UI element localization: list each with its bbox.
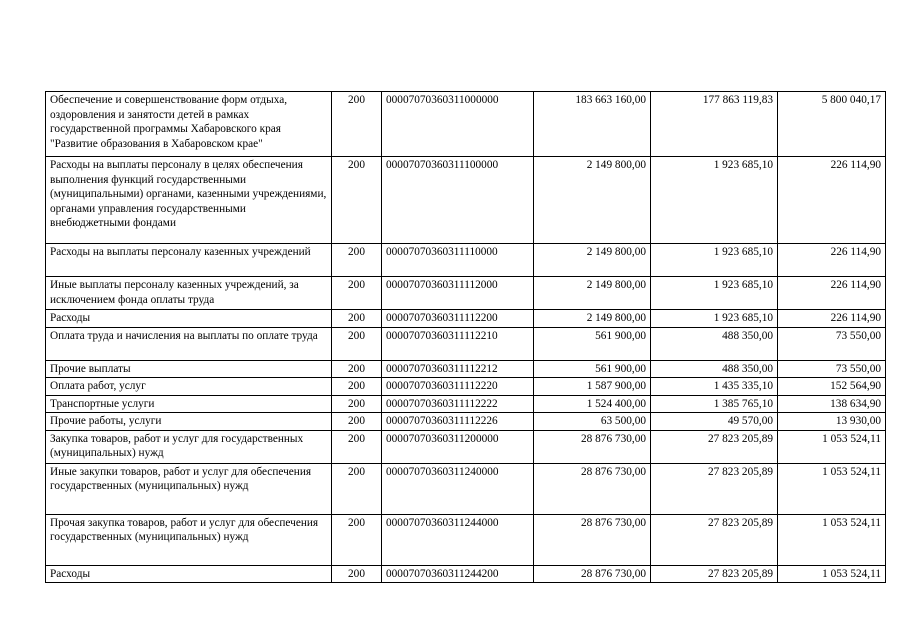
row-name-cell: Оплата работ, услуг: [46, 378, 332, 396]
budget-report-sheet: [45, 91, 886, 583]
table-row: [46, 378, 886, 396]
row-unexecuted-cell: 226 114,90: [778, 244, 886, 277]
row-name-cell: Прочие работы, услуги: [46, 413, 332, 431]
row-unexecuted-cell: 226 114,90: [778, 157, 886, 244]
row-name-cell: Оплата труда и начисления на выплаты по оплате труда: [46, 327, 332, 360]
row-unexecuted-cell: 152 564,90: [778, 378, 886, 396]
row-kbk-cell: 00007070360311112212: [382, 360, 534, 378]
row-approved-cell: 561 900,00: [534, 327, 651, 360]
row-name-cell: Расходы на выплаты персоналу в целях обеспечения выполнения функций государственными (муниципальными) органами, казенными учреждениями, органами управления государственными внебюджетными фондами: [46, 157, 332, 244]
row-unexecuted-cell: 138 634,90: [778, 395, 886, 413]
row-code-cell: 200: [332, 463, 382, 514]
row-code-cell: 200: [332, 378, 382, 396]
table-row: [46, 463, 886, 514]
row-unexecuted-cell: 73 550,00: [778, 327, 886, 360]
row-executed-cell: 1 923 685,10: [651, 310, 778, 328]
row-code-cell: 200: [332, 413, 382, 431]
table-row: [46, 395, 886, 413]
row-unexecuted-cell: 73 550,00: [778, 360, 886, 378]
table-row: [46, 360, 886, 378]
row-approved-cell: 2 149 800,00: [534, 157, 651, 244]
row-unexecuted-cell: 13 930,00: [778, 413, 886, 431]
row-code-cell: 200: [332, 157, 382, 244]
row-kbk-cell: 00007070360311112222: [382, 395, 534, 413]
budget-table: [45, 91, 886, 583]
row-approved-cell: 2 149 800,00: [534, 244, 651, 277]
row-name-cell: Закупка товаров, работ и услуг для государственных (муниципальных) нужд: [46, 430, 332, 463]
row-kbk-cell: 00007070360311244000: [382, 514, 534, 565]
table-row: [46, 310, 886, 328]
row-name-cell: Иные выплаты персоналу казенных учреждений, за исключением фонда оплаты труда: [46, 277, 332, 310]
row-name-cell: Прочая закупка товаров, работ и услуг для обеспечения государственных (муниципальных) нужд: [46, 514, 332, 565]
row-code-cell: 200: [332, 92, 382, 157]
row-executed-cell: 49 570,00: [651, 413, 778, 431]
table-row: [46, 157, 886, 244]
row-kbk-cell: 00007070360311112200: [382, 310, 534, 328]
row-executed-cell: 1 923 685,10: [651, 157, 778, 244]
row-name-cell: Иные закупки товаров, работ и услуг для обеспечения государственных (муниципальных) нужд: [46, 463, 332, 514]
row-executed-cell: 1 435 335,10: [651, 378, 778, 396]
row-approved-cell: 2 149 800,00: [534, 310, 651, 328]
row-code-cell: 200: [332, 565, 382, 583]
row-approved-cell: 28 876 730,00: [534, 565, 651, 583]
row-executed-cell: 1 923 685,10: [651, 244, 778, 277]
table-row: [46, 92, 886, 157]
table-row: [46, 327, 886, 360]
row-approved-cell: 2 149 800,00: [534, 277, 651, 310]
table-row: [46, 413, 886, 431]
row-kbk-cell: 00007070360311240000: [382, 463, 534, 514]
row-unexecuted-cell: 1 053 524,11: [778, 430, 886, 463]
row-approved-cell: 63 500,00: [534, 413, 651, 431]
row-executed-cell: 27 823 205,89: [651, 430, 778, 463]
row-code-cell: 200: [332, 244, 382, 277]
row-name-cell: Обеспечение и совершенствование форм отдыха, оздоровления и занятости детей в рамках государственной программы Хабаровского края "Развитие образования в Хабаровском крае": [46, 92, 332, 157]
row-code-cell: 200: [332, 430, 382, 463]
row-code-cell: 200: [332, 277, 382, 310]
row-kbk-cell: 00007070360311000000: [382, 92, 534, 157]
row-name-cell: Расходы на выплаты персоналу казенных учреждений: [46, 244, 332, 277]
row-kbk-cell: 00007070360311112210: [382, 327, 534, 360]
row-kbk-cell: 00007070360311110000: [382, 244, 534, 277]
row-kbk-cell: 00007070360311112000: [382, 277, 534, 310]
row-executed-cell: 1 385 765,10: [651, 395, 778, 413]
row-unexecuted-cell: 226 114,90: [778, 277, 886, 310]
row-code-cell: 200: [332, 327, 382, 360]
table-row: [46, 277, 886, 310]
table-row: [46, 514, 886, 565]
row-code-cell: 200: [332, 310, 382, 328]
table-row: [46, 244, 886, 277]
row-approved-cell: 183 663 160,00: [534, 92, 651, 157]
table-row: [46, 430, 886, 463]
row-name-cell: Транспортные услуги: [46, 395, 332, 413]
row-executed-cell: 488 350,00: [651, 327, 778, 360]
row-kbk-cell: 00007070360311200000: [382, 430, 534, 463]
row-kbk-cell: 00007070360311100000: [382, 157, 534, 244]
row-code-cell: 200: [332, 514, 382, 565]
row-kbk-cell: 00007070360311244200: [382, 565, 534, 583]
row-approved-cell: 1 524 400,00: [534, 395, 651, 413]
row-unexecuted-cell: 1 053 524,11: [778, 565, 886, 583]
row-executed-cell: 27 823 205,89: [651, 514, 778, 565]
row-unexecuted-cell: 1 053 524,11: [778, 514, 886, 565]
row-executed-cell: 27 823 205,89: [651, 565, 778, 583]
table-row: [46, 565, 886, 583]
row-executed-cell: 177 863 119,83: [651, 92, 778, 157]
row-unexecuted-cell: 226 114,90: [778, 310, 886, 328]
row-approved-cell: 28 876 730,00: [534, 430, 651, 463]
row-code-cell: 200: [332, 360, 382, 378]
row-approved-cell: 561 900,00: [534, 360, 651, 378]
budget-table-body: [46, 92, 886, 583]
row-unexecuted-cell: 5 800 040,17: [778, 92, 886, 157]
row-approved-cell: 28 876 730,00: [534, 514, 651, 565]
row-approved-cell: 1 587 900,00: [534, 378, 651, 396]
row-kbk-cell: 00007070360311112220: [382, 378, 534, 396]
row-executed-cell: 1 923 685,10: [651, 277, 778, 310]
row-name-cell: Расходы: [46, 565, 332, 583]
row-executed-cell: 488 350,00: [651, 360, 778, 378]
row-executed-cell: 27 823 205,89: [651, 463, 778, 514]
row-name-cell: Расходы: [46, 310, 332, 328]
row-approved-cell: 28 876 730,00: [534, 463, 651, 514]
row-kbk-cell: 00007070360311112226: [382, 413, 534, 431]
row-unexecuted-cell: 1 053 524,11: [778, 463, 886, 514]
row-code-cell: 200: [332, 395, 382, 413]
row-name-cell: Прочие выплаты: [46, 360, 332, 378]
